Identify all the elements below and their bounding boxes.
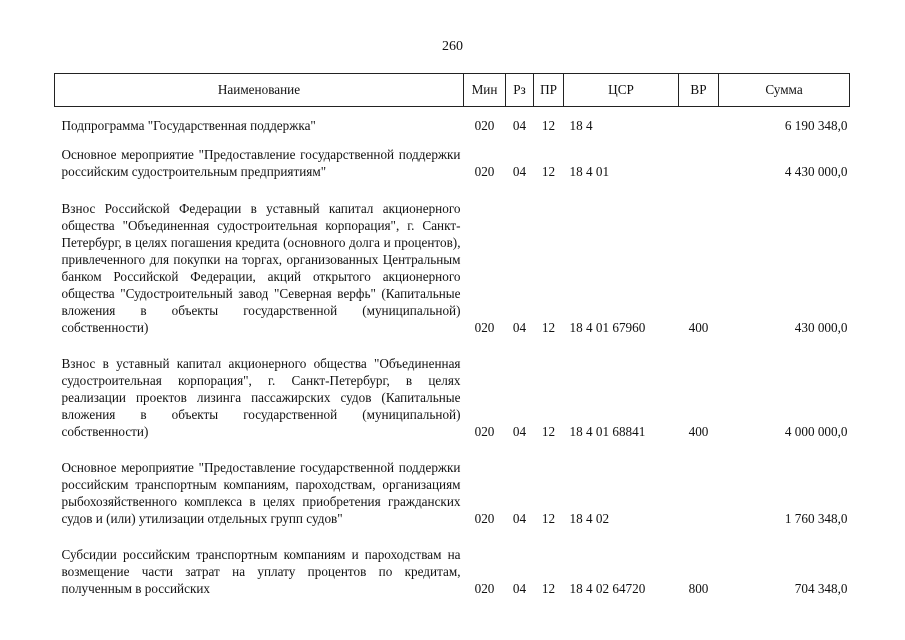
row-vr [679, 441, 719, 528]
row-rz: 04 [512, 424, 527, 439]
row-csr: 18 4 [569, 118, 593, 133]
row-name: Подпрограмма "Государственная поддержка" [61, 118, 316, 133]
row-pr: 12 [541, 164, 556, 179]
header-csr: ЦСР [564, 74, 679, 107]
row-vr: 800 [688, 581, 709, 596]
row-pr: 12 [541, 424, 556, 439]
row-sum: 1 760 348,0 [784, 511, 848, 526]
row-vr [679, 135, 719, 181]
header-name: Наименование [55, 74, 464, 107]
row-name: Взнос в уставный капитал акционерного общества "Объединенная судостроительная корпорация", г. Санкт-Петербург, в целях реализации проектов лизинга пассажирских судов (Капитальные вложения в объекты государственной (муниципальной) собственности) [61, 356, 461, 439]
row-vr: 400 [688, 320, 709, 335]
row-sum: 6 190 348,0 [784, 118, 848, 133]
row-csr: 18 4 01 68841 [569, 424, 646, 439]
row-vr [679, 107, 719, 136]
row-min: 020 [474, 164, 495, 179]
row-rz: 04 [512, 118, 527, 133]
row-pr: 12 [541, 320, 556, 335]
header-pr: ПР [534, 74, 564, 107]
table-row [55, 107, 850, 136]
row-rz: 04 [512, 320, 527, 335]
row-sum: 4 000 000,0 [784, 424, 848, 439]
table-row [55, 528, 850, 598]
table-row [55, 337, 850, 441]
row-csr: 18 4 02 [569, 511, 610, 526]
row-rz: 04 [512, 164, 527, 179]
row-name: Основное мероприятие "Предоставление государственной поддержки российским транспортным компаниям, пароходствам, организациям рыбохозяйственного комплекса в целях приобретения гражданских судов и (или) утилизации отдельных групп судов" [61, 460, 461, 526]
table-row [55, 181, 850, 337]
row-min: 020 [474, 424, 495, 439]
row-pr: 12 [541, 118, 556, 133]
header-min: Мин [464, 74, 506, 107]
row-sum: 704 348,0 [794, 581, 848, 596]
row-rz: 04 [512, 511, 527, 526]
row-csr: 18 4 01 67960 [569, 320, 646, 335]
row-name: Субсидии российским транспортным компаниям и пароходствам на возмещение части затрат на уплату процентов по кредитам, полученным в российских [61, 547, 461, 596]
table-row [55, 135, 850, 181]
row-min: 020 [474, 581, 495, 596]
row-min: 020 [474, 118, 495, 133]
header-rz: Рз [506, 74, 534, 107]
row-vr: 400 [688, 424, 709, 439]
row-pr: 12 [541, 511, 556, 526]
row-sum: 430 000,0 [794, 320, 848, 335]
row-csr: 18 4 02 64720 [569, 581, 646, 596]
row-name: Основное мероприятие "Предоставление государственной поддержки российским судостроительным предприятиям" [61, 147, 461, 179]
row-sum: 4 430 000,0 [784, 164, 848, 179]
row-csr: 18 4 01 [569, 164, 610, 179]
page-number: 260 [442, 39, 463, 54]
row-min: 020 [474, 511, 495, 526]
row-min: 020 [474, 320, 495, 335]
table-header-row [55, 74, 850, 107]
row-pr: 12 [541, 581, 556, 596]
budget-table [54, 73, 850, 598]
header-sum: Сумма [719, 74, 850, 107]
table-row [55, 441, 850, 528]
row-rz: 04 [512, 581, 527, 596]
row-name: Взнос Российской Федерации в уставный капитал акционерного общества "Объединенная судостроительная корпорация", г. Санкт-Петербург, в целях погашения кредита (основного долга и процентов), привлеченного для покупки на торгах, организованных Центральным банком Российской Федерации, акций открытого акционерного общества "Судостроительный завод "Северная верфь" (Капитальные вложения в объекты государственной (муниципальной) собственности) [61, 201, 461, 335]
header-vr: ВР [679, 74, 719, 107]
